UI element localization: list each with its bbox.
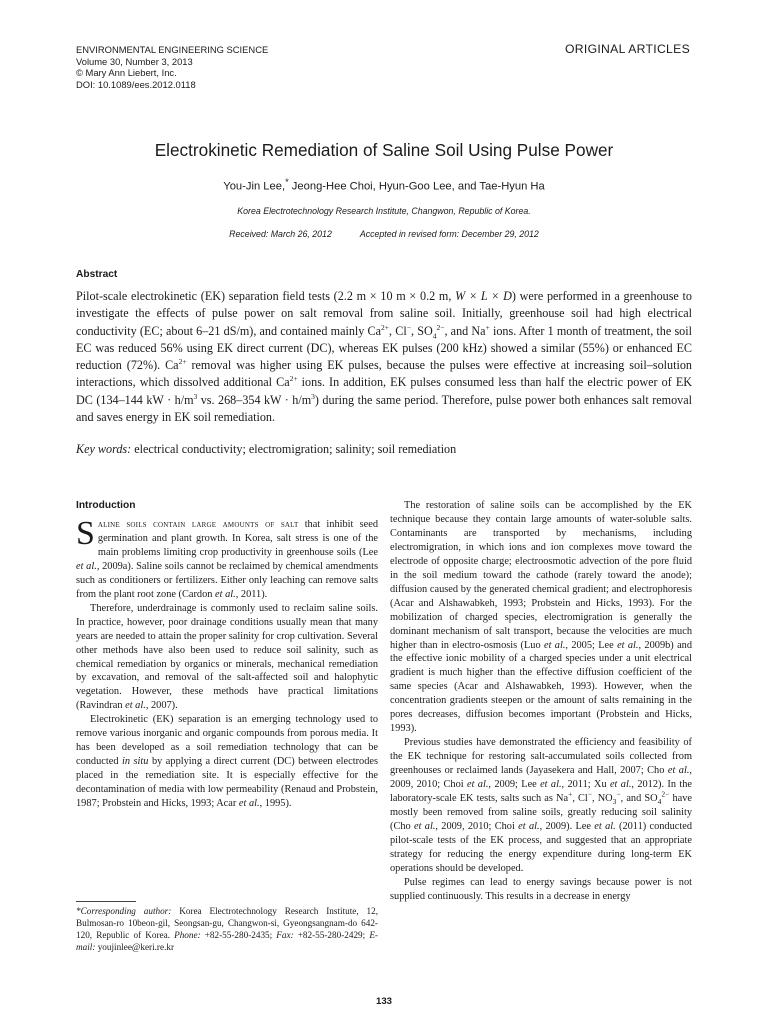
introduction-heading: Introduction	[76, 500, 136, 511]
article-title: Electrokinetic Remediation of Saline Soil Using Pulse Power	[154, 140, 614, 160]
intro-paragraph-6: Pulse regimes can lead to energy savings because power is not supplied continuously. This results in a decrease in energy	[390, 876, 692, 902]
intro-paragraph-1: Saline soils contain large amounts of salt that inhibit seed germination and plant growth. In Korea, salt stress is one of the main problems limiting crop productivity in greenhouse soils (Lee et al., 2009a). Saline soils cannot be reclaimed by chemical amendments such as conditioners or fertilizers. Either only leaching can remove salts from the plant root zone (Cardon et al., 2011).	[76, 515, 378, 600]
footnote-divider	[76, 901, 136, 902]
intro-paragraph-5: Previous studies have demonstrated the efficiency and feasibility of the EK technique for restoring salt-accumulated soils collected from greenhouses or reclaimed lands (Jayasekera and Hall, 2007; Cho et al., 2009, 2010; Choi et al., 2009; Lee et al., 2011; Xu et al., 2012). In the laboratory-scale EK tests, salts such as Na+, Cl−, $NO_3^-$, and $SO_4^{2-}$ have mostly been removed from saline soils, greatly reducing soil salinity (Cho et al., 2009, 2010; Choi et al., 2009). Lee et al. (2011) conducted pilot-scale tests of the EK process, and suggested that an appropriate strategy for reducing the energy expenditure during long-term EK operations should be developed.	[390, 737, 693, 874]
copyright-line: © Mary Ann Liebert, Inc.	[76, 67, 177, 79]
keywords	[76, 442, 692, 457]
column-left	[76, 515, 378, 811]
page-number: 133	[375, 996, 392, 1007]
other-authors: Jeong-Hee Choi, Hyun-Goo Lee, and Tae-Hyun Ha	[288, 180, 545, 193]
drop-cap: S	[76, 515, 95, 552]
accepted-date: Accepted in revised form: December 29, 2012	[359, 229, 539, 239]
keywords-label: Key words:	[76, 442, 132, 456]
intro-paragraph-3: Electrokinetic (EK) separation is an emerging technology used to remove various inorganic and organic compounds from porous media. It has been developed as a soil remediation technology that can be conducted in situ by applying a direct current (DC) between electrodes placed in the remediation site. It is especially effective for the decontamination of media with low permeability (Renaud and Probstein, 1987; Probstein and Hicks, 1993; Acar et al., 1995).	[76, 714, 378, 810]
intro-paragraph-4: The restoration of saline soils can be accomplished by the EK technique because they contain large amounts of water-soluble salts. Contaminants are transported by mechanisms, including electromigration, in which ions and ion complexes move toward the electrode of opposite charge; electroosmotic advection of the pore fluid in the soil medium toward the cathode (rarely toward the anode); diffusion caused by the generated chemical gradient; and electrophoresis (Acar and Alshawabkeh, 1993; Probstein and Hicks, 1993). For the mobilization of charged species, electromigration is generally the dominant mechanism of salt transport, because the velocities are much higher than in electro-osmosis (Luo et al., 2005; Lee et al., 2009b) and the effective ionic mobility of a charged species under a unit electrical gradient is much higher than the effective diffusion coefficient of the same species (Acar and Alshawabkeh, 1993). However, when the concentration gradients steepen or the amount of salts remaining in the pores decreases, diffusion becomes important (Probstein and Hicks, 1993).	[390, 500, 693, 735]
lead-in-caps: aline soils contain large amounts of salt	[97, 519, 299, 530]
corresponding-mark: *	[285, 177, 289, 187]
received-date: Received: March 26, 2012	[229, 229, 332, 239]
column-right	[390, 499, 692, 904]
doi-line: DOI: 10.1089/ees.2012.0118	[76, 78, 196, 90]
author-list	[0, 177, 768, 193]
abstract-text: Pilot-scale electrokinetic (EK) separation field tests (2.2 m × 10 m × 0.2 m, W × L × D) were performed in a greenhouse to investigate the effects of pulse power on salt removal from saline soil. Initially, greenhouse soil had high electrical conductivity (EC; about 6–21 dS/m), and contained mainly $Ca^{2+}$, Cl−, $SO_4^{2-}$, and Na+ ions. After 1 month of treatment, the soil EC was reduced 56% using EK direct current (DC), whereas EK pulses (200 kHz) showed a similar (55%) or enhanced EC reduction (72%). $Ca^{2+}$ removal was higher using EK pulses, because the pulses were effective at increasing soil–solution interactions, which dissolved additional $Ca^{2+}$ ions. In addition, EK pulses consumed less than half the electric power of EK DC (134–144 kW · $h/m^3$ vs. 268–354 kW · $h/m^3$) during the same period. Therefore, pulse power both enhances salt removal and saves energy in EK soil remediation.	[76, 289, 692, 425]
journal-volume: Volume 30, Number 3, 2013	[76, 55, 193, 67]
keywords-text: electrical conductivity; electromigration; salinity; soil remediation	[131, 442, 457, 456]
journal-name: ENVIRONMENTAL ENGINEERING SCIENCE	[76, 44, 269, 55]
email-address: youjinlee@keri.re.kr	[95, 941, 175, 952]
section-label: ORIGINAL ARTICLES	[565, 42, 690, 56]
abstract-heading: Abstract	[76, 269, 118, 280]
first-author: You-Jin Lee,	[223, 180, 286, 193]
journal-masthead	[76, 44, 268, 90]
affiliation: Korea Electrotechnology Research Institute, Changwon, Republic of Korea.	[237, 206, 531, 216]
article-dates	[0, 229, 768, 239]
corresponding-author-footnote: *Corresponding author: Korea Electrotechnology Research Institute, 12, Bulmosan-ro 10beon-gil, Seongsan-gu, Changwon-si, Gyeongsangnam-do 642-120, Republic of Korea. Phone: +82-55-280-2435; Fax: +82-55-280-2429; E-mail: youjinlee@keri.re.kr	[76, 906, 378, 952]
intro-paragraph-2: Therefore, underdrainage is commonly used to reclaim saline soils. In practice, however, poor drainage conditions usually mean that many years are needed to attain the proper salinity for crop cultivation. Several other methods have also been used to reduce soil salinity, such as chemical remediation by organics or minerals, mechanical remediation by excavation, and removal of the salt-affected soil and halophytic vegetation. However, these methods have practical limitations (Ravindran et al., 2007).	[76, 602, 378, 712]
